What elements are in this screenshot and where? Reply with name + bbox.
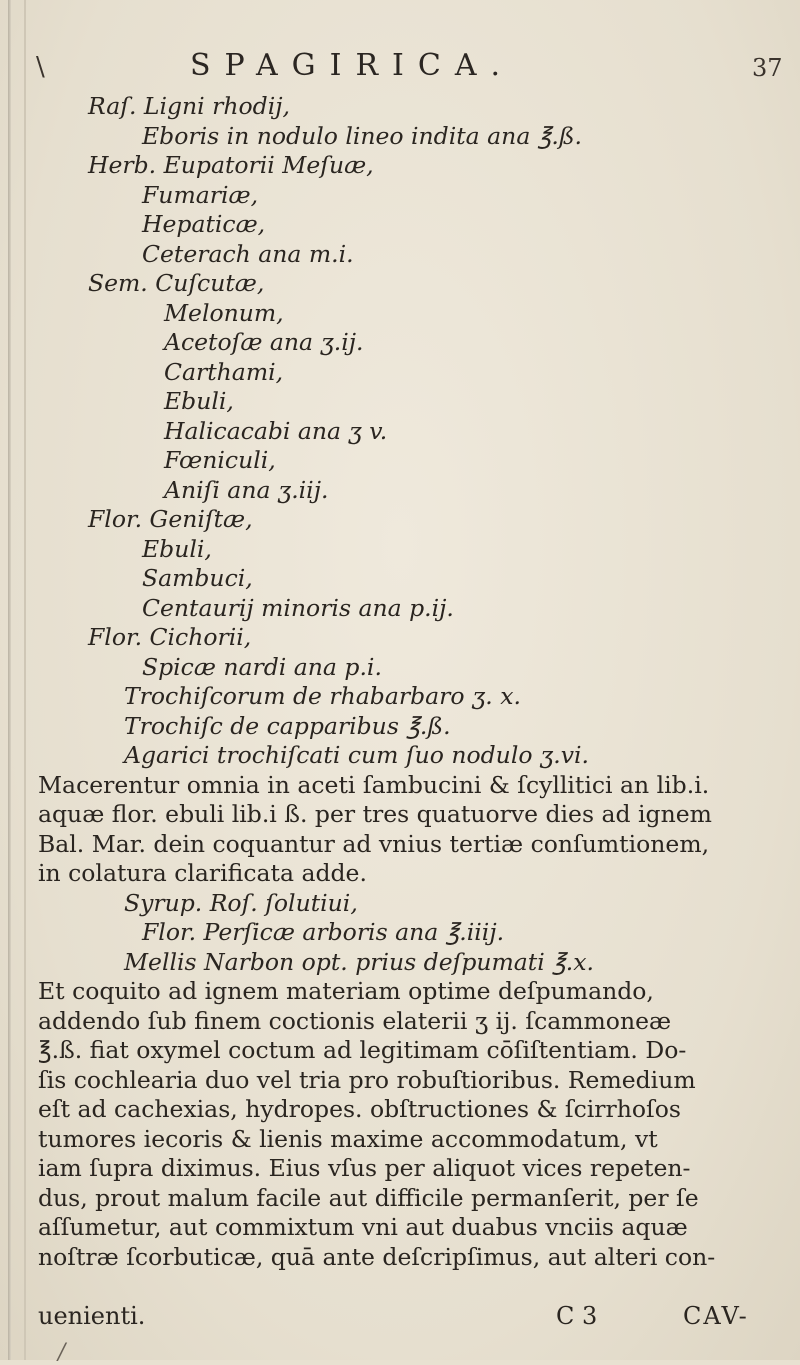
text-line: Et coquito ad ignem materiam optime deſpumando, [38,977,654,1005]
text-line: iam ſupra diximus. Eius vſus per aliquot vices repeten- [38,1154,691,1182]
binding-shadow [24,0,26,1360]
text-line: Eboris in nodulo lineo indita ana ℥.ß. [142,121,583,150]
text-line: Ebuli, [142,534,212,563]
text-line: Fœniculi, [164,446,276,474]
text-line: tumores iecoris & lienis maxime accommodatum, vt [38,1124,658,1153]
text-line: Carthami, [164,357,284,386]
text-line: Flor. Perſicæ arboris ana ℥.iiij. [142,918,505,946]
text-line: noſtræ ſcorbuticæ, quā ante deſcripſimus, aut alteri con- [38,1242,716,1271]
text-line: eſt ad cachexias, hydropes. obſtructiones & ſcirrhoſos [38,1095,681,1123]
page-number: 37 [752,54,783,82]
last-line-word: uenienti. [38,1302,146,1330]
text-line: Agarici trochiſcati cum ſuo nodulo ʒ.vi. [124,741,589,769]
text-line: Herb. Eupatorii Meſuæ, [88,151,374,179]
text-line: Sambuci, [142,564,253,592]
text-line: Trochiſcorum de rhabarbaro ʒ. x. [124,682,521,710]
text-line: Sem. Cuſcutæ, [88,269,265,297]
binding-edge [8,0,11,1360]
signature-mark: C 3 [556,1302,598,1330]
text-line: Hepaticæ, [142,210,266,238]
text-line: ſis cochlearia duo vel tria pro robuſtioribus. Remedium [38,1065,696,1094]
text-line: Ceterach ana m.i. [142,239,354,268]
text-line: Flor. Geniſtæ, [88,505,253,533]
text-line: Melonum, [164,298,284,327]
text-line: Mellis Narbon opt. prius deſpumati ℥.x. [124,947,594,976]
text-line: Acetoſæ ana ʒ.ij. [164,328,364,356]
text-line: Macerentur omnia in aceti ſambucini & ſcyllitici an lib.i. [38,770,710,799]
text-line: Aniſi ana ʒ.iij. [164,475,329,504]
text-line: Syrup. Roſ. ſolutiui, [124,888,358,917]
catchword: CAV- [683,1302,749,1330]
stray-mark: / [58,1340,66,1365]
text-line: aquæ flor. ebuli lib.i ß. per tres quatuorve dies ad ignem [38,800,712,828]
text-line: aſſumetur, aut commixtum vni aut duabus vnciis aquæ [38,1213,688,1241]
text-line: Spicæ nardi ana p.i. [142,652,382,681]
text-line: Raſ. Ligni rhodij, [88,92,290,120]
text-line: Ebuli, [164,387,234,415]
text-line: Fumariæ, [142,180,259,209]
text-line: in colatura clarificata adde. [38,859,367,887]
corner-mark: \ [36,52,45,82]
text-line: Bal. Mar. dein coquantur ad vnius tertiæ conſumtionem, [38,829,710,858]
text-line: Halicacabi ana ʒ v. [164,416,388,445]
text-line: addendo ſub finem coctionis elaterii ʒ ij. ſcammoneæ [38,1006,672,1035]
text-line: Flor. Cichorii, [88,623,252,651]
text-line: Trochiſc de capparibus ℥.ß. [124,711,451,740]
text-line: dus, prout malum facile aut difficile permanſerit, per ſe [38,1183,699,1212]
text-line: ℥.ß. fiat oxymel coctum ad legitimam cōſiſtentiam. Do- [38,1036,687,1064]
text-line: Centaurij minoris ana p.ij. [142,593,454,622]
body-text [38,92,788,1272]
running-head: SPAGIRICA. [190,48,515,83]
